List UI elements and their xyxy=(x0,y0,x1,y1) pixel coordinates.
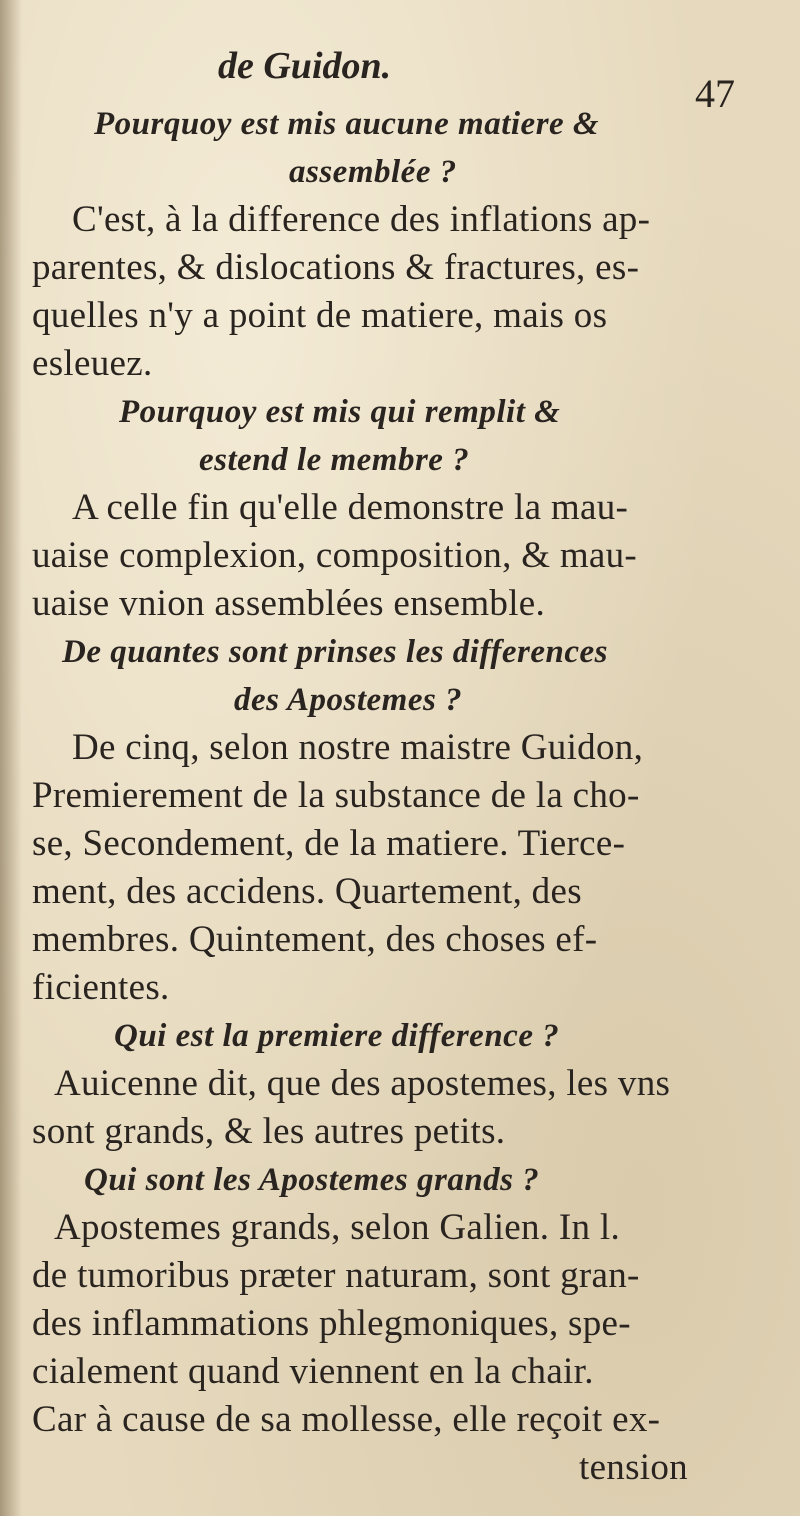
answer-line: uaise complexion, composition, & mau- xyxy=(32,535,638,576)
answer-line: tension xyxy=(579,1447,688,1488)
answer-line: membres. Quintement, des choses ef- xyxy=(32,919,598,960)
answer-line: C'est, à la difference des inflations ap- xyxy=(72,199,651,240)
answer-line: ment, des accidens. Quartement, des xyxy=(32,871,582,912)
answer-line: Car à cause de sa mollesse, elle reçoit ex- xyxy=(32,1399,661,1440)
answer-line: parentes, & dislocations & fractures, es- xyxy=(32,247,640,288)
question-line: assemblée ? xyxy=(289,154,457,190)
answer-line: De cinq, selon nostre maistre Guidon, xyxy=(72,727,644,768)
answer-line: de tumoribus præter naturam, sont gran- xyxy=(32,1255,640,1296)
page-number: 47 xyxy=(695,71,735,116)
question-line: Pourquoy est mis qui remplit & xyxy=(119,394,561,430)
question-line: Qui sont les Apostemes grands ? xyxy=(84,1162,540,1198)
running-head: de Guidon. xyxy=(218,45,392,87)
question-line: Pourquoy est mis aucune matiere & xyxy=(94,106,600,142)
answer-line: se, Secondement, de la matiere. Tierce- xyxy=(32,823,626,864)
question-line: De quantes sont prinses les differences xyxy=(62,634,608,670)
answer-line: cialement quand viennent en la chair. xyxy=(32,1351,594,1392)
answer-line: esleuez. xyxy=(32,343,153,384)
question-line: Qui est la premiere difference ? xyxy=(114,1018,560,1054)
question-line: estend le membre ? xyxy=(199,442,470,478)
answer-line: uaise vnion assemblées ensemble. xyxy=(32,583,546,624)
answer-line: Apostemes grands, selon Galien. In l. xyxy=(54,1207,620,1248)
question-line: des Apostemes ? xyxy=(234,682,463,718)
answer-line: ficientes. xyxy=(32,967,170,1008)
body-text xyxy=(24,100,740,1492)
answer-line: A celle fin qu'elle demonstre la mau- xyxy=(72,487,629,528)
answer-line: des inflammations phlegmoniques, spe- xyxy=(32,1303,631,1344)
answer-line: Premierement de la substance de la cho- xyxy=(32,775,640,816)
answer-line: sont grands, & les autres petits. xyxy=(32,1111,506,1152)
answer-line: Auicenne dit, que des apostemes, les vns xyxy=(54,1063,671,1104)
answer-line: quelles n'y a point de matiere, mais os xyxy=(32,295,608,336)
